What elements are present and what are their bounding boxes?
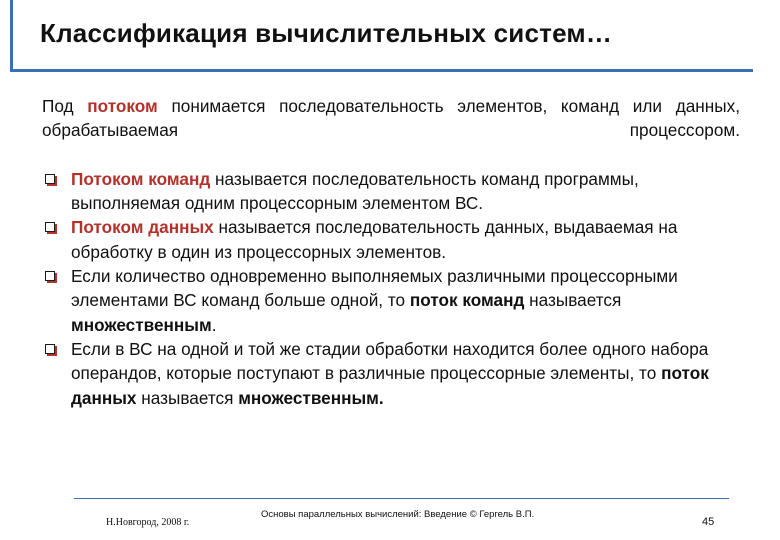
- bullet-text: Если в ВС на одной и той же стадии обработки находится более одного набора операндов, которые поступают в различные процессорные элементы, то: [71, 338, 709, 384]
- bullet-term: Потоком данных: [71, 217, 214, 238]
- intro-prefix: Под: [42, 96, 88, 116]
- intro-paragraph: [42, 94, 740, 167]
- bullet-text: .: [211, 314, 217, 335]
- bullet-item-instruction-stream: [42, 167, 740, 216]
- bullet-item-multiple-data: [42, 337, 740, 410]
- page-number: 45: [702, 516, 715, 528]
- bullet-bold-phrase: поток данных: [71, 363, 709, 408]
- checkbox-bullet-icon: [45, 222, 55, 232]
- bullet-text: называется последовательность данных, выдаваемая на обработку в один из процессорных элементов.: [71, 217, 678, 262]
- bullet-bold-phrase: поток команд: [409, 290, 525, 311]
- footer-course-credit: Основы параллельных вычислений: Введение © Гергель В.П.: [261, 509, 535, 520]
- bullet-item-multiple-instruction: [42, 264, 740, 337]
- bullet-bold-phrase: множественным.: [238, 387, 384, 408]
- bullet-bold-phrase: множественным: [71, 314, 212, 335]
- bullet-text: называется: [136, 387, 239, 408]
- checkbox-bullet-icon: [45, 271, 55, 281]
- bullet-list: [42, 167, 740, 410]
- bullet-text: называется: [524, 290, 622, 311]
- intro-term: потоком: [87, 96, 158, 116]
- slide-content: [42, 94, 740, 410]
- slide-title: Классификация вычислительных систем…: [40, 18, 613, 48]
- checkbox-bullet-icon: [45, 344, 55, 354]
- bullet-term: Потоком команд: [71, 168, 211, 189]
- checkbox-bullet-icon: [45, 174, 55, 184]
- bullet-text: Если количество одновременно выполняемых различными процессорными элементами ВС команд больше одной, то: [71, 266, 678, 311]
- intro-text: понимается последовательность элементов, команд или данных, обрабатываемая процессором.: [42, 96, 741, 141]
- footer-divider: [74, 498, 729, 499]
- bullet-text: называется последовательность команд программы, выполняемая одним процессорным элементом ВС.: [71, 168, 639, 214]
- bullet-item-data-stream: [42, 215, 740, 264]
- footer-location-date: Н.Новгород, 2008 г.: [106, 517, 190, 528]
